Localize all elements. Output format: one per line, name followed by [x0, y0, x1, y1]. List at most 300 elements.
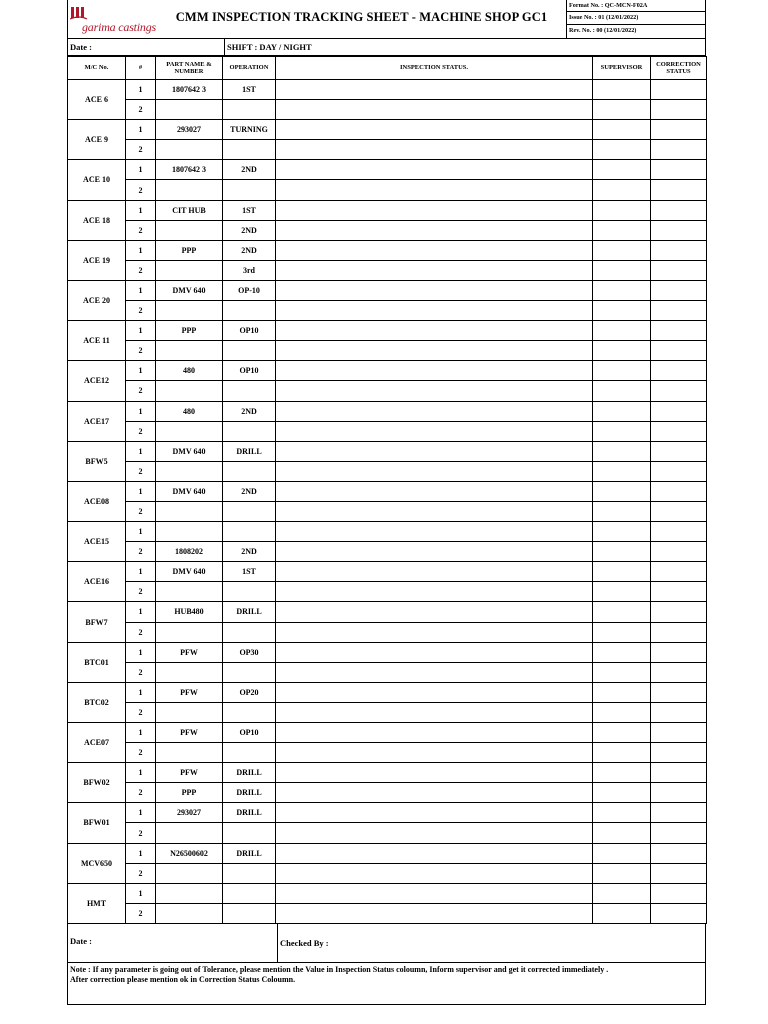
- correction-cell[interactable]: [651, 180, 707, 200]
- table-row: [68, 301, 707, 321]
- document-meta: [566, 0, 705, 38]
- supervisor-cell[interactable]: [593, 723, 651, 743]
- row-number: 1: [126, 200, 156, 220]
- row-number: 1: [126, 240, 156, 260]
- table-row: [68, 662, 707, 682]
- part-cell[interactable]: HUB480: [156, 602, 223, 622]
- part-cell[interactable]: PPP: [156, 321, 223, 341]
- part-cell[interactable]: DMV 640: [156, 441, 223, 461]
- inspection-status-cell[interactable]: [276, 180, 593, 200]
- table-row: [68, 542, 707, 562]
- operation-cell[interactable]: [223, 702, 276, 722]
- correction-cell[interactable]: [651, 280, 707, 300]
- part-cell[interactable]: [156, 743, 223, 763]
- inspection-status-cell[interactable]: [276, 582, 593, 602]
- operation-cell[interactable]: OP10: [223, 361, 276, 381]
- table-row: [68, 140, 707, 160]
- row-number: 1: [126, 361, 156, 381]
- table-row: [68, 180, 707, 200]
- operation-cell[interactable]: [223, 903, 276, 923]
- correction-cell[interactable]: [651, 582, 707, 602]
- inspection-status-cell[interactable]: [276, 562, 593, 582]
- correction-cell[interactable]: [651, 843, 707, 863]
- part-cell[interactable]: [156, 522, 223, 542]
- inspection-status-cell[interactable]: [276, 120, 593, 140]
- operation-cell[interactable]: DRILL: [223, 763, 276, 783]
- part-cell[interactable]: DMV 640: [156, 280, 223, 300]
- correction-cell[interactable]: [651, 240, 707, 260]
- operation-cell[interactable]: [223, 823, 276, 843]
- correction-cell[interactable]: [651, 763, 707, 783]
- supervisor-cell[interactable]: [593, 702, 651, 722]
- operation-cell[interactable]: 1ST: [223, 562, 276, 582]
- part-cell[interactable]: [156, 461, 223, 481]
- inspection-status-cell[interactable]: [276, 622, 593, 642]
- table-row: [68, 100, 707, 120]
- table-row: [68, 220, 707, 240]
- part-cell[interactable]: 480: [156, 401, 223, 421]
- row-number: 2: [126, 220, 156, 240]
- note-box: [67, 963, 706, 1005]
- table-row: [68, 702, 707, 722]
- machine-no: ACE 19: [68, 240, 126, 280]
- table-row: [68, 823, 707, 843]
- operation-cell[interactable]: [223, 501, 276, 521]
- checked-by[interactable]: Checked By :: [277, 924, 329, 962]
- table-row: [68, 341, 707, 361]
- part-cell[interactable]: [156, 301, 223, 321]
- inspection-status-cell[interactable]: [276, 301, 593, 321]
- operation-cell[interactable]: 1ST: [223, 200, 276, 220]
- correction-cell[interactable]: [651, 160, 707, 180]
- inspection-status-cell[interactable]: [276, 883, 593, 903]
- row-number: 2: [126, 582, 156, 602]
- table-row: [68, 481, 707, 501]
- part-cell[interactable]: [156, 823, 223, 843]
- operation-cell[interactable]: OP10: [223, 321, 276, 341]
- machine-no: BFW01: [68, 803, 126, 843]
- supervisor-cell[interactable]: [593, 522, 651, 542]
- operation-cell[interactable]: [223, 582, 276, 602]
- row-number: 1: [126, 280, 156, 300]
- supervisor-cell[interactable]: [593, 562, 651, 582]
- machine-no: MCV650: [68, 843, 126, 883]
- operation-cell[interactable]: [223, 863, 276, 883]
- part-cell[interactable]: PFW: [156, 642, 223, 662]
- table-row: [68, 682, 707, 702]
- inspection-status-cell[interactable]: [276, 361, 593, 381]
- operation-cell[interactable]: [223, 421, 276, 441]
- table-row: [68, 80, 707, 100]
- machine-no: ACE16: [68, 562, 126, 602]
- inspection-status-cell[interactable]: [276, 682, 593, 702]
- operation-cell[interactable]: [223, 662, 276, 682]
- inspection-status-cell[interactable]: [276, 200, 593, 220]
- correction-cell[interactable]: [651, 421, 707, 441]
- supervisor-cell[interactable]: [593, 763, 651, 783]
- machine-no: ACE17: [68, 401, 126, 441]
- inspection-status-cell[interactable]: [276, 441, 593, 461]
- machine-no: ACE 18: [68, 200, 126, 240]
- correction-cell[interactable]: [651, 863, 707, 883]
- inspection-status-cell[interactable]: [276, 863, 593, 883]
- operation-cell[interactable]: [223, 140, 276, 160]
- row-number: 1: [126, 562, 156, 582]
- inspection-status-cell[interactable]: [276, 602, 593, 622]
- supervisor-cell[interactable]: [593, 682, 651, 702]
- supervisor-cell[interactable]: [593, 381, 651, 401]
- table-row: [68, 522, 707, 542]
- row-number: 1: [126, 883, 156, 903]
- supervisor-cell[interactable]: [593, 863, 651, 883]
- correction-cell[interactable]: [651, 622, 707, 642]
- inspection-status-cell[interactable]: [276, 783, 593, 803]
- operation-cell[interactable]: DRILL: [223, 803, 276, 823]
- part-cell[interactable]: [156, 381, 223, 401]
- part-cell[interactable]: [156, 622, 223, 642]
- table-row: [68, 622, 707, 642]
- shift-field[interactable]: SHIFT : DAY / NIGHT: [224, 39, 312, 55]
- inspection-status-cell[interactable]: [276, 843, 593, 863]
- supervisor-cell[interactable]: [593, 160, 651, 180]
- sheet-header: [67, 0, 706, 39]
- table-row: [68, 743, 707, 763]
- supervisor-cell[interactable]: [593, 461, 651, 481]
- supervisor-cell[interactable]: [593, 883, 651, 903]
- part-cell[interactable]: [156, 903, 223, 923]
- part-cell[interactable]: [156, 421, 223, 441]
- operation-cell[interactable]: [223, 522, 276, 542]
- operation-cell[interactable]: 2ND: [223, 220, 276, 240]
- inspection-status-cell[interactable]: [276, 823, 593, 843]
- correction-cell[interactable]: [651, 883, 707, 903]
- operation-cell[interactable]: OP10: [223, 723, 276, 743]
- operation-cell[interactable]: 2ND: [223, 160, 276, 180]
- part-cell[interactable]: PFW: [156, 763, 223, 783]
- correction-cell[interactable]: [651, 361, 707, 381]
- supervisor-cell[interactable]: [593, 843, 651, 863]
- supervisor-cell[interactable]: [593, 743, 651, 763]
- issue-no: Issue No. : 01 (12/01/2022): [567, 12, 705, 24]
- part-cell[interactable]: [156, 863, 223, 883]
- inspection-status-cell[interactable]: [276, 542, 593, 562]
- correction-cell[interactable]: [651, 481, 707, 501]
- inspection-status-cell[interactable]: [276, 481, 593, 501]
- row-number: 2: [126, 783, 156, 803]
- supervisor-cell[interactable]: [593, 582, 651, 602]
- machine-no: ACE12: [68, 361, 126, 401]
- supervisor-cell[interactable]: [593, 341, 651, 361]
- correction-cell[interactable]: [651, 260, 707, 280]
- inspection-status-cell[interactable]: [276, 702, 593, 722]
- operation-cell[interactable]: 2ND: [223, 240, 276, 260]
- operation-cell[interactable]: 2ND: [223, 542, 276, 562]
- operation-cell[interactable]: [223, 100, 276, 120]
- machine-no: ACE 6: [68, 80, 126, 120]
- supervisor-cell[interactable]: [593, 662, 651, 682]
- part-cell[interactable]: [156, 140, 223, 160]
- supervisor-cell[interactable]: [593, 240, 651, 260]
- operation-cell[interactable]: [223, 180, 276, 200]
- operation-cell[interactable]: 1ST: [223, 80, 276, 100]
- table-row: [68, 602, 707, 622]
- supervisor-cell[interactable]: [593, 100, 651, 120]
- col-num: #: [126, 57, 156, 80]
- inspection-status-cell[interactable]: [276, 220, 593, 240]
- inspection-status-cell[interactable]: [276, 903, 593, 923]
- machine-no: ACE 11: [68, 321, 126, 361]
- inspection-status-cell[interactable]: [276, 501, 593, 521]
- correction-cell[interactable]: [651, 461, 707, 481]
- inspection-status-cell[interactable]: [276, 321, 593, 341]
- row-number: 2: [126, 501, 156, 521]
- col-part: PART NAME & NUMBER: [156, 57, 223, 80]
- operation-cell[interactable]: DRILL: [223, 783, 276, 803]
- correction-cell[interactable]: [651, 140, 707, 160]
- part-cell[interactable]: DMV 640: [156, 562, 223, 582]
- correction-cell[interactable]: [651, 200, 707, 220]
- row-number: 2: [126, 622, 156, 642]
- row-number: 2: [126, 140, 156, 160]
- correction-cell[interactable]: [651, 562, 707, 582]
- correction-cell[interactable]: [651, 381, 707, 401]
- machine-no: ACE 9: [68, 120, 126, 160]
- supervisor-cell[interactable]: [593, 783, 651, 803]
- operation-cell[interactable]: DRILL: [223, 843, 276, 863]
- correction-cell[interactable]: [651, 702, 707, 722]
- inspection-status-cell[interactable]: [276, 280, 593, 300]
- part-cell[interactable]: [156, 100, 223, 120]
- supervisor-cell[interactable]: [593, 80, 651, 100]
- row-number: 2: [126, 461, 156, 481]
- logo-text: garima castings: [82, 20, 157, 34]
- table-row: [68, 903, 707, 923]
- part-cell[interactable]: 293027: [156, 803, 223, 823]
- correction-cell[interactable]: [651, 903, 707, 923]
- correction-cell[interactable]: [651, 341, 707, 361]
- correction-cell[interactable]: [651, 743, 707, 763]
- supervisor-cell[interactable]: [593, 602, 651, 622]
- supervisor-cell[interactable]: [593, 120, 651, 140]
- row-number: 1: [126, 441, 156, 461]
- inspection-status-cell[interactable]: [276, 80, 593, 100]
- part-cell[interactable]: [156, 260, 223, 280]
- inspection-status-cell[interactable]: [276, 140, 593, 160]
- supervisor-cell[interactable]: [593, 481, 651, 501]
- table-row: [68, 582, 707, 602]
- correction-cell[interactable]: [651, 501, 707, 521]
- supervisor-cell[interactable]: [593, 220, 651, 240]
- col-mc: M/C No.: [68, 57, 126, 80]
- supervisor-cell[interactable]: [593, 301, 651, 321]
- inspection-status-cell[interactable]: [276, 160, 593, 180]
- inspection-status-cell[interactable]: [276, 421, 593, 441]
- supervisor-cell[interactable]: [593, 401, 651, 421]
- inspection-status-cell[interactable]: [276, 401, 593, 421]
- part-cell[interactable]: PFW: [156, 682, 223, 702]
- inspection-status-cell[interactable]: [276, 803, 593, 823]
- row-number: 2: [126, 542, 156, 562]
- correction-cell[interactable]: [651, 301, 707, 321]
- table-row: [68, 763, 707, 783]
- part-cell[interactable]: [156, 501, 223, 521]
- table-row: [68, 803, 707, 823]
- supervisor-cell[interactable]: [593, 542, 651, 562]
- supervisor-cell[interactable]: [593, 361, 651, 381]
- row-number: 1: [126, 522, 156, 542]
- row-number: 2: [126, 702, 156, 722]
- footer-date[interactable]: Date :: [70, 935, 92, 946]
- operation-cell[interactable]: OP-10: [223, 280, 276, 300]
- date-shift-row: [67, 39, 706, 56]
- row-number: 1: [126, 120, 156, 140]
- sign-row: [67, 924, 706, 963]
- machine-no: BFW02: [68, 763, 126, 803]
- table-row: [68, 381, 707, 401]
- operation-cell[interactable]: [223, 461, 276, 481]
- operation-cell[interactable]: OP30: [223, 642, 276, 662]
- logo-mark-icon: [70, 6, 88, 20]
- inspection-status-cell[interactable]: [276, 461, 593, 481]
- col-supervisor: SUPERVISOR: [593, 57, 651, 80]
- correction-cell[interactable]: [651, 682, 707, 702]
- correction-cell[interactable]: [651, 642, 707, 662]
- operation-cell[interactable]: TURNING: [223, 120, 276, 140]
- part-cell[interactable]: DMV 640: [156, 481, 223, 501]
- supervisor-cell[interactable]: [593, 180, 651, 200]
- operation-cell[interactable]: 3rd: [223, 260, 276, 280]
- inspection-status-cell[interactable]: [276, 522, 593, 542]
- correction-cell[interactable]: [651, 662, 707, 682]
- part-cell[interactable]: 1807642 3: [156, 80, 223, 100]
- operation-cell[interactable]: [223, 883, 276, 903]
- supervisor-cell[interactable]: [593, 642, 651, 662]
- inspection-status-cell[interactable]: [276, 381, 593, 401]
- part-cell[interactable]: [156, 582, 223, 602]
- inspection-status-cell[interactable]: [276, 240, 593, 260]
- part-cell[interactable]: PPP: [156, 240, 223, 260]
- part-cell[interactable]: [156, 662, 223, 682]
- correction-cell[interactable]: [651, 80, 707, 100]
- part-cell[interactable]: PFW: [156, 723, 223, 743]
- operation-cell[interactable]: DRILL: [223, 441, 276, 461]
- part-cell[interactable]: [156, 702, 223, 722]
- part-cell[interactable]: [156, 220, 223, 240]
- correction-cell[interactable]: [651, 401, 707, 421]
- correction-cell[interactable]: [651, 522, 707, 542]
- supervisor-cell[interactable]: [593, 803, 651, 823]
- table-row: [68, 421, 707, 441]
- correction-cell[interactable]: [651, 542, 707, 562]
- inspection-status-cell[interactable]: [276, 260, 593, 280]
- row-number: 1: [126, 723, 156, 743]
- correction-cell[interactable]: [651, 321, 707, 341]
- table-row: [68, 843, 707, 863]
- row-number: 2: [126, 260, 156, 280]
- correction-cell[interactable]: [651, 100, 707, 120]
- supervisor-cell[interactable]: [593, 421, 651, 441]
- row-number: 1: [126, 80, 156, 100]
- part-cell[interactable]: 1807642 3: [156, 160, 223, 180]
- supervisor-cell[interactable]: [593, 280, 651, 300]
- date-field[interactable]: Date :: [70, 42, 92, 52]
- machine-no: BTC01: [68, 642, 126, 682]
- inspection-status-cell[interactable]: [276, 341, 593, 361]
- operation-cell[interactable]: [223, 341, 276, 361]
- operation-cell[interactable]: [223, 301, 276, 321]
- table-row: [68, 200, 707, 220]
- correction-cell[interactable]: [651, 783, 707, 803]
- operation-cell[interactable]: OP20: [223, 682, 276, 702]
- correction-cell[interactable]: [651, 220, 707, 240]
- supervisor-cell[interactable]: [593, 903, 651, 923]
- part-cell[interactable]: [156, 180, 223, 200]
- inspection-status-cell[interactable]: [276, 723, 593, 743]
- machine-no: ACE15: [68, 522, 126, 562]
- inspection-status-cell[interactable]: [276, 100, 593, 120]
- operation-cell[interactable]: [223, 622, 276, 642]
- correction-cell[interactable]: [651, 120, 707, 140]
- table-row: [68, 260, 707, 280]
- table-row: [68, 280, 707, 300]
- part-cell[interactable]: 1808202: [156, 542, 223, 562]
- operation-cell[interactable]: [223, 381, 276, 401]
- supervisor-cell[interactable]: [593, 622, 651, 642]
- operation-cell[interactable]: DRILL: [223, 602, 276, 622]
- inspection-status-cell[interactable]: [276, 743, 593, 763]
- part-cell[interactable]: 293027: [156, 120, 223, 140]
- supervisor-cell[interactable]: [593, 501, 651, 521]
- correction-cell[interactable]: [651, 602, 707, 622]
- supervisor-cell[interactable]: [593, 200, 651, 220]
- company-logo: [68, 2, 158, 34]
- correction-cell[interactable]: [651, 823, 707, 843]
- part-cell[interactable]: [156, 883, 223, 903]
- part-cell[interactable]: N26500602: [156, 843, 223, 863]
- part-cell[interactable]: PPP: [156, 783, 223, 803]
- table-row: [68, 461, 707, 481]
- correction-cell[interactable]: [651, 723, 707, 743]
- table-row: [68, 120, 707, 140]
- supervisor-cell[interactable]: [593, 823, 651, 843]
- row-number: 2: [126, 823, 156, 843]
- operation-cell[interactable]: 2ND: [223, 401, 276, 421]
- supervisor-cell[interactable]: [593, 441, 651, 461]
- machine-no: ACE08: [68, 481, 126, 521]
- inspection-status-cell[interactable]: [276, 662, 593, 682]
- col-operation: OPERATION: [223, 57, 276, 80]
- row-number: 2: [126, 662, 156, 682]
- correction-cell[interactable]: [651, 803, 707, 823]
- part-cell[interactable]: CIT HUB: [156, 200, 223, 220]
- correction-cell[interactable]: [651, 441, 707, 461]
- note-line-2: After correction please mention ok in Correction Status Coloumn.: [70, 974, 296, 984]
- supervisor-cell[interactable]: [593, 140, 651, 160]
- machine-no: ACE07: [68, 723, 126, 763]
- operation-cell[interactable]: 2ND: [223, 481, 276, 501]
- part-cell[interactable]: 480: [156, 361, 223, 381]
- inspection-status-cell[interactable]: [276, 642, 593, 662]
- table-row: [68, 783, 707, 803]
- supervisor-cell[interactable]: [593, 260, 651, 280]
- inspection-status-cell[interactable]: [276, 763, 593, 783]
- part-cell[interactable]: [156, 341, 223, 361]
- supervisor-cell[interactable]: [593, 321, 651, 341]
- table-row: [68, 883, 707, 903]
- row-number: 2: [126, 381, 156, 401]
- operation-cell[interactable]: [223, 743, 276, 763]
- table-header-row: [68, 57, 707, 80]
